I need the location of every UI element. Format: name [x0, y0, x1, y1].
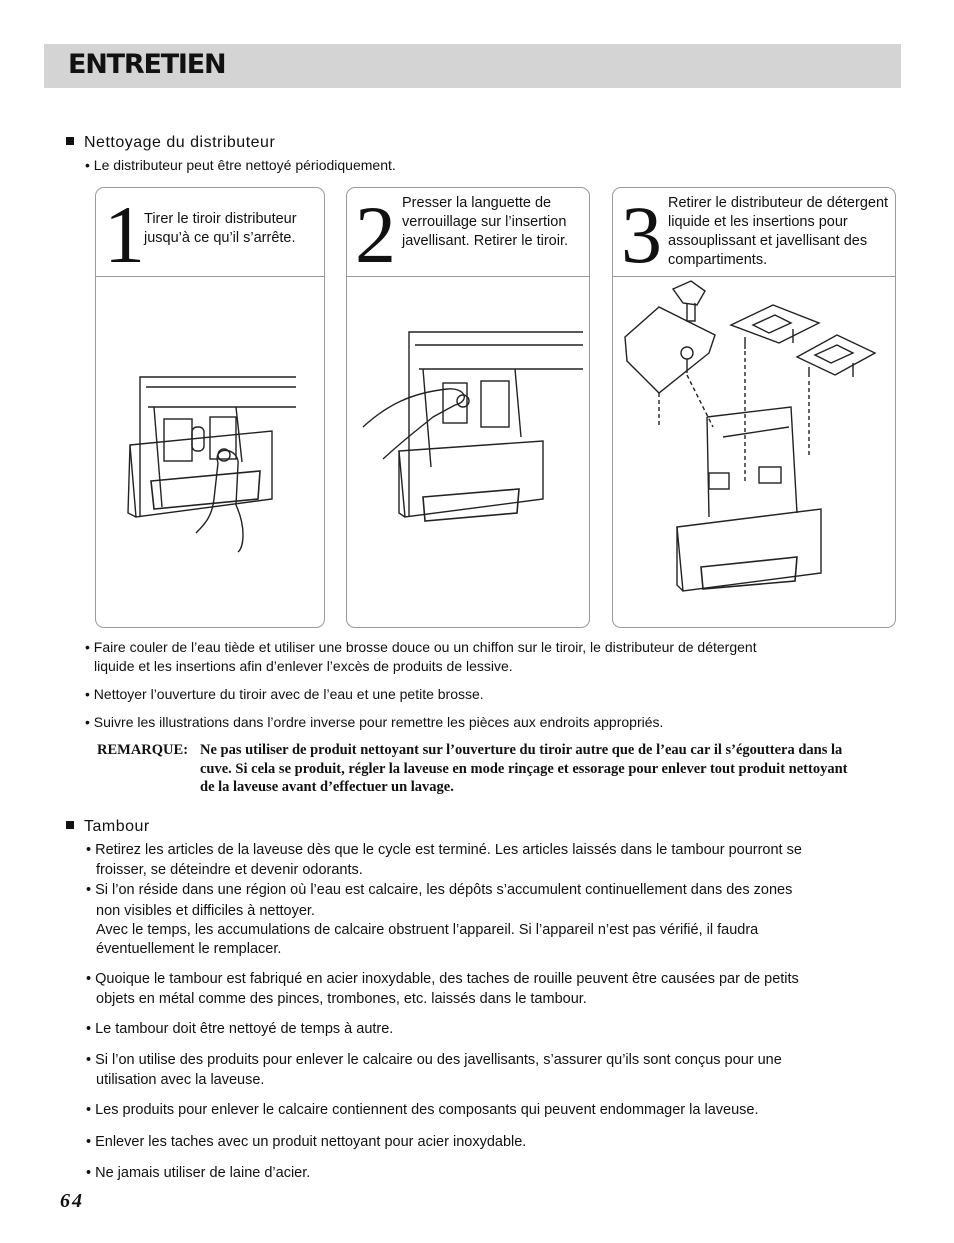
remark-label: REMARQUE:: [97, 742, 189, 758]
list-item: non visibles et difficiles à nettoyer.: [96, 903, 315, 919]
list-item: • Les produits pour enlever le calcaire contiennent des composants qui peuvent endommager la laveuse.: [86, 1102, 759, 1118]
step-text: Presser la languette de verrouillage sur l’insertion javellisant. Retirer le tiroir.: [402, 195, 568, 249]
list-item: • Suivre les illustrations dans l’ordre inverse pour remettre les pièces aux endroits appropriés.: [85, 714, 664, 730]
step-number: 3: [621, 189, 662, 280]
list-item: • Ne jamais utiliser de laine d’acier.: [86, 1165, 311, 1181]
section-heading-drum: Tambour: [66, 818, 150, 836]
remark-text: Ne pas utiliser de produit nettoyant sur l’ouverture du tiroir autre que de l’eau car il s’égouttera dans la cuve. Si cela se produit, régler la laveuse en mode rinçage et essorage pour enlever tout produit nettoyant de la laveuse avant d’effectuer un lavage.: [200, 742, 848, 795]
list-item: objets en métal comme des pinces, trombones, etc. laissés dans le tambour.: [96, 991, 587, 1007]
drawer-pull-illustration: [96, 277, 324, 627]
page-number: 64: [60, 1190, 84, 1212]
list-item: • Le tambour doit être nettoyé de temps à autre.: [86, 1021, 394, 1037]
list-item: éventuellement le remplacer.: [96, 941, 282, 957]
step-number: 2: [355, 189, 396, 280]
list-item: froisser, se déteindre et devenir odorants.: [96, 862, 363, 878]
step-panel-2: [346, 187, 590, 628]
page-title: ENTRETIEN: [68, 49, 226, 80]
step-panel-1: [95, 187, 325, 628]
step-text: Tirer le tiroir distributeur jusqu’à ce qu’il s’arrête.: [144, 211, 297, 246]
step-panel-3: [612, 187, 896, 628]
list-item: • Si l’on réside dans une région où l’eau est calcaire, les dépôts s’accumulent continuellement dans des zones: [86, 882, 793, 898]
list-item: • Enlever les taches avec un produit nettoyant pour acier inoxydable.: [86, 1134, 527, 1150]
list-item: • Quoique le tambour est fabriqué en acier inoxydable, des taches de rouille peuvent être causées par de petits: [86, 971, 799, 987]
exploded-parts-illustration: [613, 277, 895, 627]
list-item: liquide et les insertions afin d’enlever l’excès de produits de lessive.: [94, 658, 513, 674]
list-item: • Si l’on utilise des produits pour enlever le calcaire ou des javellisants, s’assurer qu’ils sont conçus pour une: [86, 1052, 782, 1068]
square-bullet-icon: [66, 137, 74, 145]
list-item: • Faire couler de l’eau tiède et utiliser une brosse douce ou un chiffon sur le tiroir, le distributeur de détergent: [85, 639, 757, 655]
step-number: 1: [104, 189, 145, 280]
list-item: Avec le temps, les accumulations de calcaire obstruent l’appareil. Si l’appareil n’est pas vérifié, il faudra: [96, 922, 759, 938]
step-text: Retirer le distributeur de détergent liquide et les insertions pour assouplissant et javellisant des compartiments.: [668, 195, 889, 268]
list-item: utilisation avec la laveuse.: [96, 1072, 265, 1088]
list-item: • Nettoyer l’ouverture du tiroir avec de l’eau et une petite brosse.: [85, 686, 484, 702]
list-item: • Retirez les articles de la laveuse dès que le cycle est terminé. Les articles laissés dans le tambour pourront se: [86, 842, 802, 858]
distributor-intro: • Le distributeur peut être nettoyé périodiquement.: [85, 157, 396, 173]
section-heading-distributor: Nettoyage du distributeur: [66, 134, 275, 152]
latch-press-illustration: [347, 277, 589, 627]
square-bullet-icon: [66, 821, 74, 829]
page-header: [44, 44, 901, 88]
